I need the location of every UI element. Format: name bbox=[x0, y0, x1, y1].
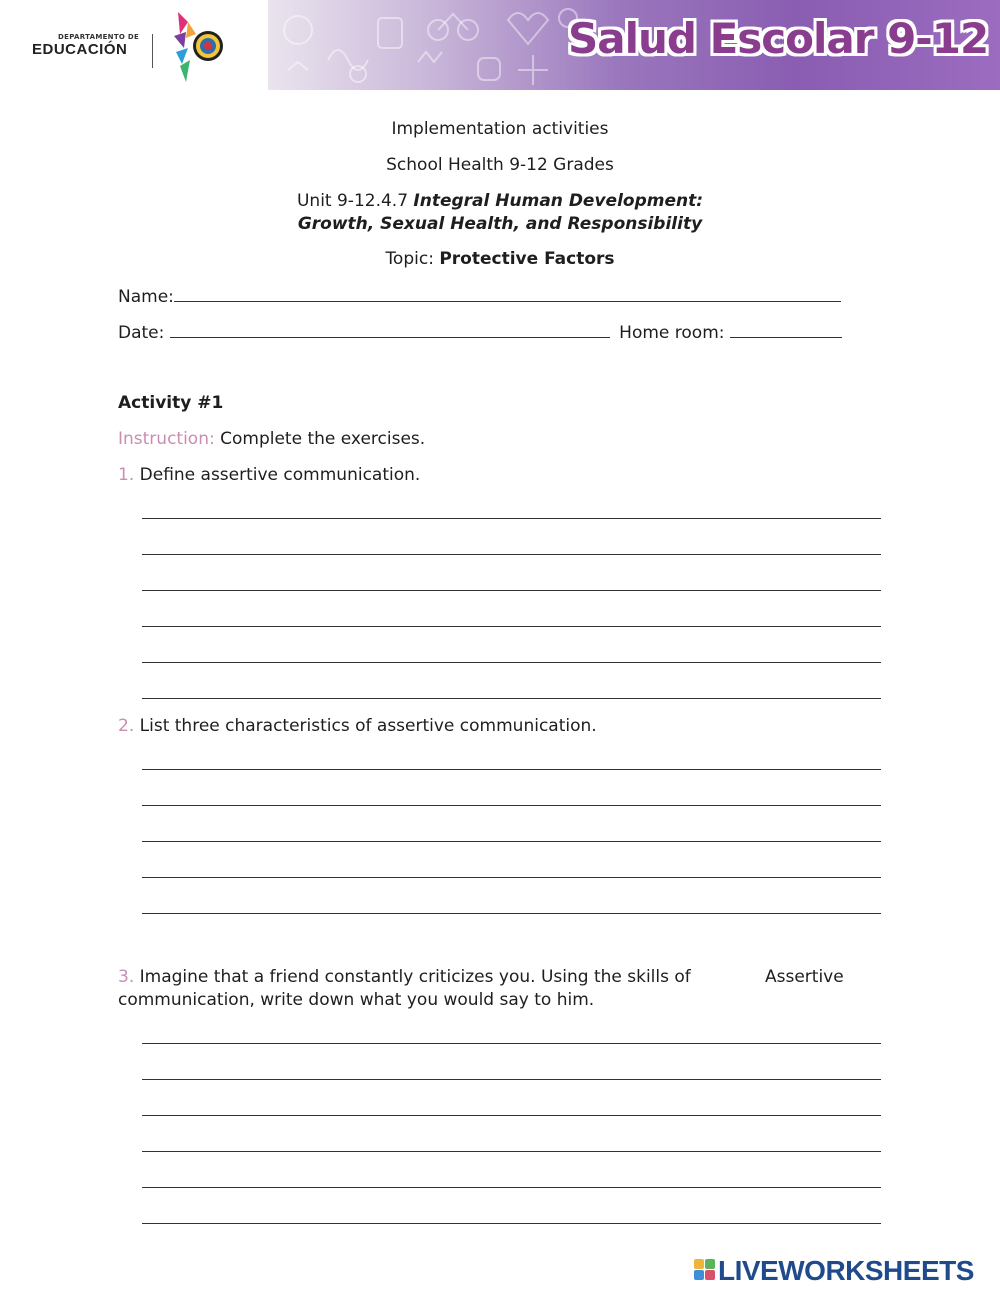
answer-line[interactable] bbox=[142, 1187, 881, 1188]
salud-escolar-banner bbox=[268, 0, 1000, 90]
answer-line[interactable] bbox=[142, 1151, 881, 1152]
question-number: 1. bbox=[118, 465, 135, 485]
instruction-label: Instruction: bbox=[118, 429, 215, 449]
logo-divider bbox=[152, 34, 153, 68]
question-3-line2: communication, write down what you would say to him. bbox=[118, 990, 595, 1010]
unit-prefix: Unit 9-12.4.7 bbox=[296, 191, 414, 211]
activity-heading: Activity #1 bbox=[118, 393, 224, 413]
question-number: 2. bbox=[118, 716, 135, 736]
answer-line[interactable] bbox=[142, 877, 881, 878]
topic-label: Topic: bbox=[385, 249, 440, 269]
question-text: Define assertive communication. bbox=[134, 465, 421, 485]
banner-title: Salud Escolar 9-12 bbox=[568, 14, 989, 63]
liveworksheets-brand: LIVEWORKSHEETS bbox=[718, 1255, 974, 1286]
homeroom-label: Home room: bbox=[619, 323, 730, 343]
date-field[interactable] bbox=[170, 322, 610, 338]
topic-value: Protective Factors bbox=[439, 249, 615, 269]
logo-department-text: DEPARTAMENTO DE bbox=[58, 33, 140, 41]
date-row bbox=[118, 322, 842, 343]
question-2 bbox=[118, 716, 597, 736]
answer-line[interactable] bbox=[142, 554, 881, 555]
question-text: Imagine that a friend constantly criticizes you. Using the skills of bbox=[134, 967, 691, 987]
instruction-text: Complete the exercises. bbox=[214, 429, 426, 449]
answer-line[interactable] bbox=[142, 841, 881, 842]
logo-education-text: EDUCACIÓN bbox=[32, 41, 128, 58]
homeroom-field[interactable] bbox=[730, 322, 842, 338]
answer-line[interactable] bbox=[142, 626, 881, 627]
answer-line[interactable] bbox=[142, 590, 881, 591]
question-1 bbox=[118, 465, 420, 485]
answer-line[interactable] bbox=[142, 769, 881, 770]
name-field[interactable] bbox=[174, 286, 841, 302]
answer-line[interactable] bbox=[142, 1115, 881, 1116]
question-number: 3. bbox=[118, 967, 135, 987]
answer-line[interactable] bbox=[142, 1043, 881, 1044]
topic-line bbox=[0, 249, 1000, 269]
question-3-end: Assertive bbox=[765, 967, 844, 987]
page-header bbox=[0, 0, 1000, 90]
unit-line-1 bbox=[0, 191, 1000, 211]
date-label: Date: bbox=[118, 323, 170, 343]
question-text: List three characteristics of assertive communication. bbox=[134, 716, 597, 736]
answer-line[interactable] bbox=[142, 1223, 881, 1224]
implementation-title: Implementation activities bbox=[391, 119, 609, 139]
answer-line[interactable] bbox=[142, 1079, 881, 1080]
unit-title-line1: Integral Human Development: bbox=[413, 191, 704, 211]
answer-line[interactable] bbox=[142, 913, 881, 914]
answer-line[interactable] bbox=[142, 518, 881, 519]
name-label: Name: bbox=[118, 287, 174, 307]
answer-line[interactable] bbox=[142, 662, 881, 663]
name-row bbox=[118, 286, 841, 307]
liveworksheets-icon bbox=[694, 1259, 716, 1281]
puerto-rico-seal-icon bbox=[166, 8, 226, 88]
answer-line[interactable] bbox=[142, 698, 881, 699]
instruction-row bbox=[118, 429, 425, 449]
unit-title-line2: Growth, Sexual Health, and Responsibility bbox=[297, 214, 703, 234]
education-department-logo bbox=[28, 8, 268, 88]
question-3 bbox=[118, 967, 691, 987]
answer-line[interactable] bbox=[142, 805, 881, 806]
course-title: School Health 9-12 Grades bbox=[386, 155, 614, 175]
liveworksheets-logo bbox=[694, 1255, 994, 1285]
